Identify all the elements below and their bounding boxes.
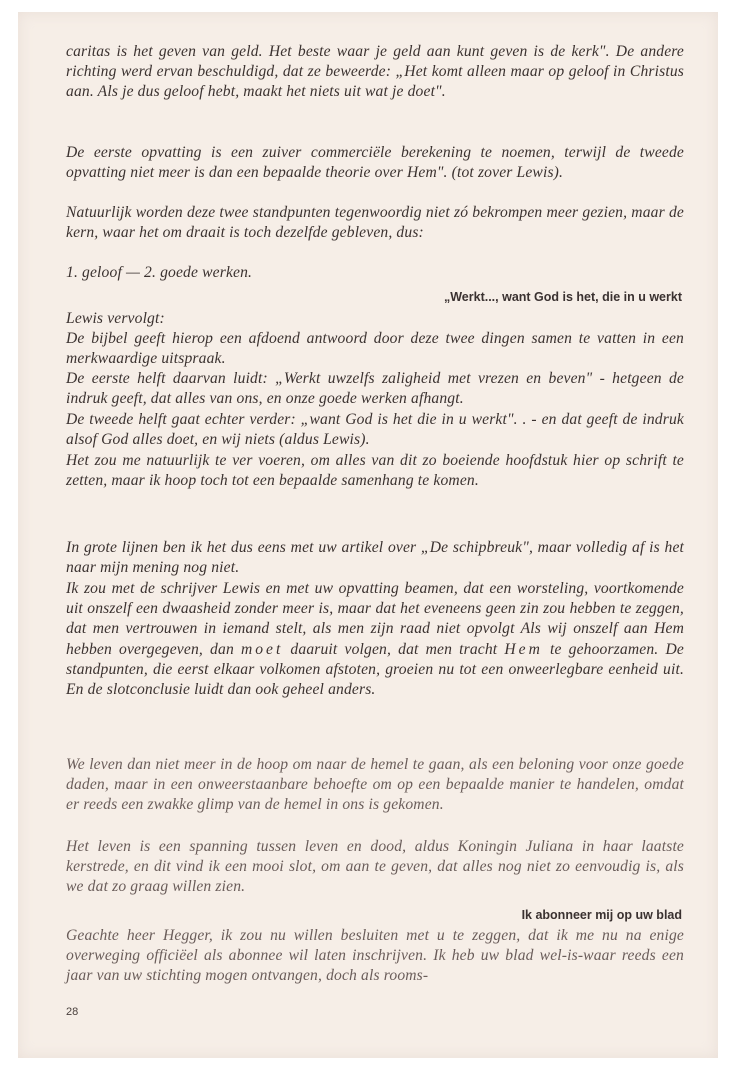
paragraph-tweede-helft: De tweede helft gaat echter verder: „want God is het die in u werkt". . - en dat geeft de indruk alsof God alles doet, en wij niets (aldus Lewis). bbox=[66, 411, 684, 449]
paragraph-geachte-heer: Geachte heer Hegger, ik zou nu willen besluiten met u te zeggen, dat ik me nu na enige overweging officiëel als abonnee wil laten inschrijven. Ik heb uw blad wel-is-waar reeds een jaar van uw stichting mogen ontvangen, doch als rooms- bbox=[66, 927, 684, 985]
worsteling-text-c: te gehoorzamen. De standpunten, die eerst elkaar volkomen afstoten, groeien nu tot een onweerlegbare eenheid uit. En de slotconclusie luidt dan ook geheel anders. bbox=[66, 640, 684, 699]
page-number: 28 bbox=[66, 1006, 79, 1018]
paragraph-eerste-opvatting: De eerste opvatting is een zuiver commerciële berekening te noemen, terwijl de tweede opvatting niet meer is dan een bepaalde theorie over Hem". (tot zover Lewis). bbox=[66, 144, 684, 182]
paragraph-natuurlijk: Natuurlijk worden deze twee standpunten tegenwoordig niet zó bekrompen meer gezien, maar de kern, waar het om draait is toch dezelfde gebleven, dus: bbox=[66, 204, 684, 242]
paragraph-lewis-vervolgt: Lewis vervolgt: bbox=[66, 310, 165, 327]
paragraph-bijbel: De bijbel geeft hierop een afdoend antwoord door deze twee dingen samen te vatten in een merkwaardige uitspraak. bbox=[66, 330, 684, 368]
emphasis-moet: moet bbox=[241, 640, 284, 658]
paragraph-grote-lijnen: In grote lijnen ben ik het dus eens met uw artikel over „De schipbreuk", maar volledig af is het naar mijn mening nog niet. bbox=[66, 539, 684, 577]
paragraph-caritas: caritas is het geven van geld. Het beste waar je geld aan kunt geven is de kerk". De andere richting werd ervan beschuldigd, dat ze beweerde: „Het komt alleen maar op geloof in Christus aan. Als je dus geloof hebt, maakt het niets uit wat je doet". bbox=[66, 43, 684, 101]
worsteling-text-a: Ik zou met de schrijver Lewis en met uw opvatting beamen, dat een worsteling, voortkomende uit onszelf een dwaasheid zonder meer is, maar dat het eveneens geen zin zou hebben te zeggen, dat men vertrouwen in iemand stelt, als men zijn raad niet opvolgt Als wij onszelf aan Hem hebben overgegeven, dan bbox=[66, 580, 684, 658]
section-heading-werkt: „Werkt..., want God is het, die in u werkt bbox=[443, 290, 682, 304]
paragraph-hoofdstuk: Het zou me natuurlijk te ver voeren, om alles van dit zo boeiende hoofdstuk hier op schrift te zetten, maar ik hoop toch tot een bepaalde samenhang te komen. bbox=[66, 452, 684, 490]
emphasis-hem: Hem bbox=[504, 640, 543, 658]
document-page bbox=[18, 12, 718, 1058]
paragraph-geloof-werken: 1. geloof — 2. goede werken. bbox=[66, 264, 253, 281]
paragraph-eerste-helft: De eerste helft daarvan luidt: „Werkt uwzelfs zaligheid met vrezen en beven" - hetgeen de indruk geeft, dat alles van ons, en onze goede werken afhangt. bbox=[66, 370, 684, 408]
worsteling-text-b: daaruit volgen, dat men tracht bbox=[290, 640, 498, 658]
paragraph-spanning: Het leven is een spanning tussen leven en dood, aldus Koningin Juliana in haar laatste kerstrede, en dit vind ik een mooi slot, om aan te geven, dat alles nog niet zo eenvoudig is, als we dat zo graag willen zien. bbox=[66, 838, 684, 896]
section-heading-abonneer: Ik abonneer mij op uw blad bbox=[521, 908, 682, 922]
paragraph-we-leven: We leven dan niet meer in de hoop om naar de hemel te gaan, als een beloning voor onze goede daden, maar in een onweerstaanbare behoefte om op een bepaalde manier te handelen, omdat er reeds een zwakke glimp van de hemel in ons is gekomen. bbox=[66, 756, 684, 814]
paragraph-worsteling bbox=[66, 579, 684, 700]
